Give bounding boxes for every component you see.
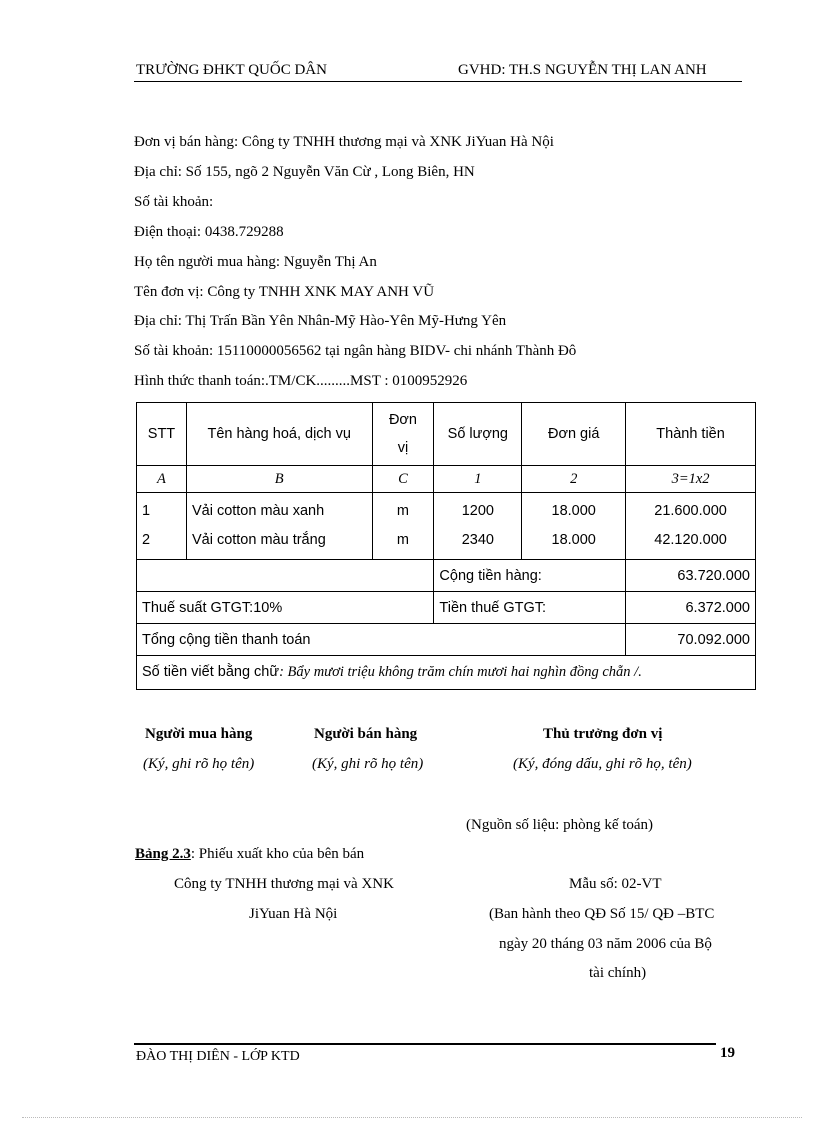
caption-label: Bảng 2.3 (135, 846, 191, 862)
page-edge-dots (22, 1117, 802, 1118)
signature-head-sub: (Ký, đóng dấu, ghi rõ họ, tên) (513, 756, 692, 772)
code-2: 2 (522, 466, 626, 493)
payment-method: Hình thức thanh toán:.TM/CK.........MST : 0100952926 (134, 373, 468, 389)
signature-buyer-title: Người mua hàng (145, 726, 253, 742)
col-name: Tên hàng hoá, dịch vụ (186, 403, 372, 466)
page-number: 19 (720, 1045, 735, 1061)
cell-price: 18.000 18.000 (522, 493, 626, 560)
code-3: 3=1x2 (626, 466, 756, 493)
col-unit-top: Đơn (388, 412, 417, 428)
cell-name: Vải cotton màu xanh Vải cotton màu trắng (186, 493, 372, 560)
col-qty: Số lượng (434, 403, 522, 466)
table-item-rows (137, 493, 756, 560)
form-issued-by: (Ban hành theo QĐ Số 15/ QĐ –BTC (489, 906, 715, 922)
signature-head-title: Thủ trưởng đơn vị (543, 726, 663, 742)
code-c: C (372, 466, 434, 493)
seller-phone: Điện thoại: 0438.729288 (134, 224, 284, 240)
form-ministry: tài chính) (589, 965, 647, 981)
words-value: : Bẩy mươi triệu không trăm chín mươi hai nghìn đồng chẵn /. (279, 664, 642, 680)
code-1: 1 (434, 466, 522, 493)
footer-rule (134, 1043, 716, 1045)
vat-label: Tiền thuế GTGT: (434, 592, 626, 624)
subtotal-label: Cộng tiền hàng: (434, 560, 626, 592)
subtotal-row (137, 560, 756, 592)
signature-seller-sub: (Ký, ghi rõ họ tên) (312, 756, 424, 772)
col-unit (372, 403, 434, 466)
buyer-account: Số tài khoản: 15110000056562 tại ngân hàng BIDV- chi nhánh Thành Đô (134, 343, 577, 359)
caption-text: : Phiếu xuất kho của bên bán (190, 846, 365, 862)
col-price: Đơn giá (522, 403, 626, 466)
col-unit-bottom: vị (397, 440, 409, 456)
header-school: TRƯỜNG ĐHKT QUỐC DÂN (136, 62, 327, 78)
form-date: ngày 20 tháng 03 năm 2006 của Bộ (499, 936, 712, 952)
table-header-row (137, 403, 756, 466)
code-b: B (186, 466, 372, 493)
invoice-table (136, 402, 756, 690)
table-caption (135, 846, 364, 863)
seller-unit: Đơn vị bán hàng: Công ty TNHH thương mại và XNK JiYuan Hà Nội (134, 134, 554, 150)
form-number: Mẫu số: 02-VT (569, 876, 662, 892)
col-total: Thành tiền (626, 403, 756, 466)
seller-address: Địa chỉ: Số 155, ngõ 2 Nguyễn Văn Cừ , Long Biên, HN (134, 164, 475, 180)
grand-total-label: Tổng cộng tiền thanh toán (137, 624, 626, 656)
seller-account: Số tài khoản: (134, 194, 214, 210)
vat-value: 6.372.000 (626, 592, 756, 624)
vat-row (137, 592, 756, 624)
source-note: (Nguồn số liệu: phòng kế toán) (466, 817, 654, 833)
grand-total-row (137, 624, 756, 656)
amount-in-words-row (137, 656, 756, 690)
cell-qty: 1200 2340 (434, 493, 522, 560)
signature-seller-title: Người bán hàng (314, 726, 418, 742)
footer-author: ĐÀO THỊ DIÊN - LỚP KTD (136, 1049, 300, 1064)
company-line-1: Công ty TNHH thương mại và XNK (174, 876, 394, 892)
col-stt: STT (137, 403, 187, 466)
grand-total-value: 70.092.000 (626, 624, 756, 656)
buyer-name: Họ tên người mua hàng: Nguyễn Thị An (134, 254, 377, 270)
company-line-2: JiYuan Hà Nội (249, 906, 338, 922)
cell-unit: m m (372, 493, 434, 560)
table-code-row (137, 466, 756, 493)
buyer-address: Địa chỉ: Thị Trấn Bần Yên Nhân-Mỹ Hào-Yên Mỹ-Hưng Yên (134, 313, 507, 329)
subtotal-blank (137, 560, 434, 592)
signature-buyer-sub: (Ký, ghi rõ họ tên) (143, 756, 255, 772)
words-label: Số tiền viết bằng chữ (142, 664, 280, 680)
code-a: A (137, 466, 187, 493)
header-rule (134, 81, 742, 82)
subtotal-value: 63.720.000 (626, 560, 756, 592)
cell-stt: 1 2 (137, 493, 187, 560)
cell-total: 21.600.000 42.120.000 (626, 493, 756, 560)
vat-rate: Thuế suất GTGT:10% (137, 592, 434, 624)
header-supervisor: GVHD: TH.S NGUYỄN THỊ LAN ANH (458, 62, 707, 78)
buyer-unit: Tên đơn vị: Công ty TNHH XNK MAY ANH VŨ (134, 284, 435, 300)
amount-in-words (137, 656, 756, 690)
